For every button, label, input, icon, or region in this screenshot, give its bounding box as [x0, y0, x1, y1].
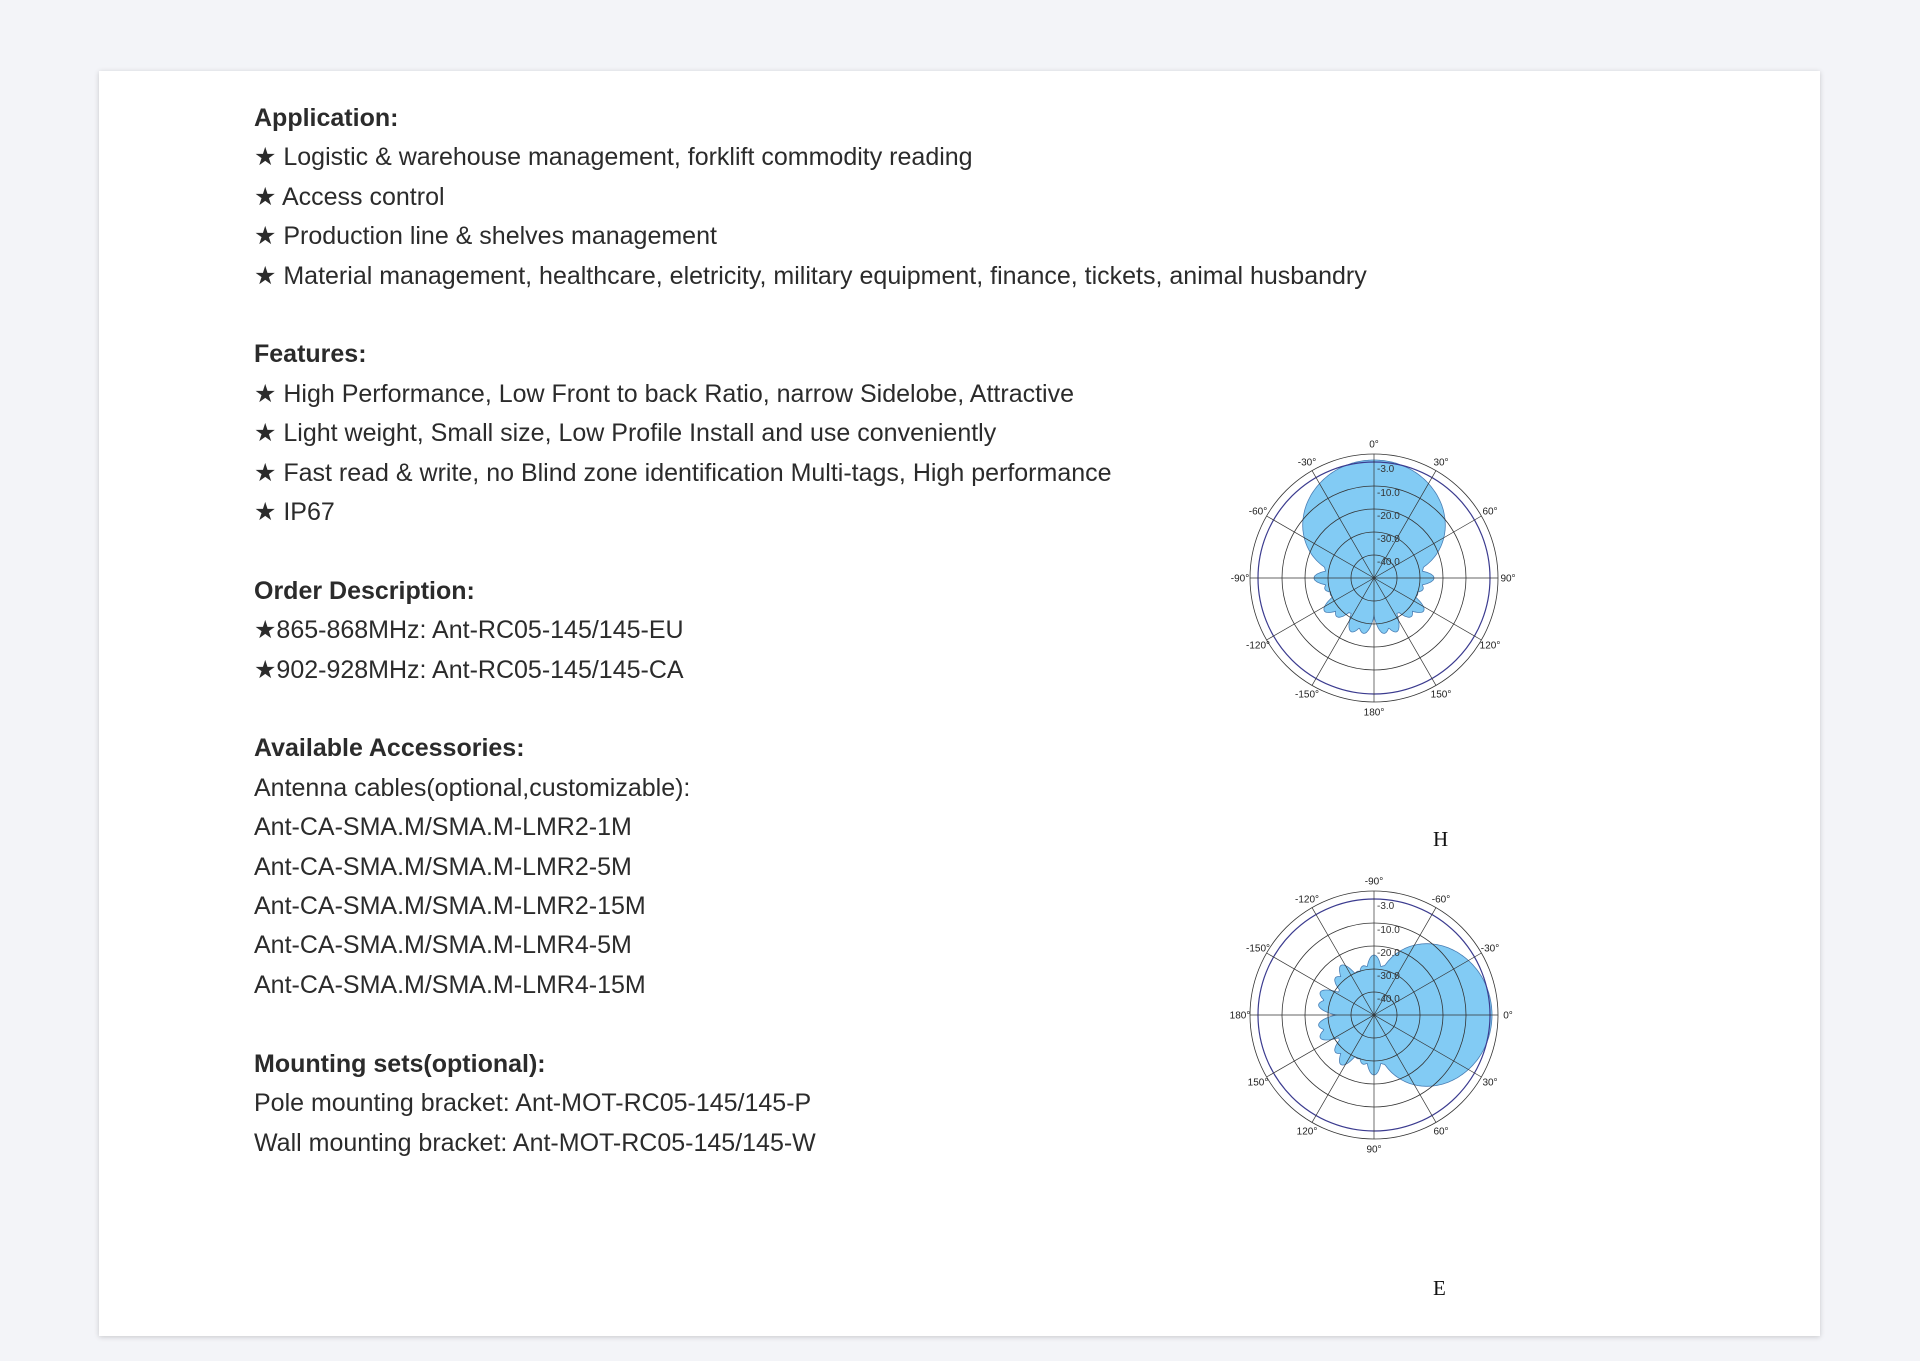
- h-plane-radiation-pattern: [1230, 438, 1516, 719]
- ring-db-label: -30.0: [1377, 971, 1400, 982]
- section-line: Antenna cables(optional,customizable):: [254, 773, 691, 802]
- section-line: ★865-868MHz: Ant-RC05-145/145-EU: [254, 616, 684, 645]
- angle-label: 30°: [1433, 457, 1449, 469]
- angle-label: -30°: [1480, 943, 1500, 955]
- angle-label: -120°: [1294, 894, 1320, 906]
- angle-label: 180°: [1229, 1010, 1251, 1022]
- section-line: ★ Fast read & write, no Blind zone identification Multi-tags, High performance: [254, 458, 1112, 487]
- section: [254, 572, 1354, 690]
- section-line: Pole mounting bracket: Ant-MOT-RC05-145/145-P: [254, 1089, 812, 1118]
- ring-db-label: -3.0: [1377, 901, 1395, 912]
- spec-text: [254, 99, 1367, 1202]
- angle-label: -90°: [1230, 573, 1250, 585]
- ring-db-label: -10.0: [1377, 488, 1400, 499]
- section-line: ★ Access control: [254, 182, 445, 211]
- angle-label: 90°: [1500, 573, 1516, 585]
- section-line: ★ Production line & shelves management: [254, 222, 717, 251]
- ring-db-label: -20.0: [1377, 511, 1400, 522]
- angle-label: -60°: [1248, 506, 1268, 518]
- angle-label: 150°: [1247, 1077, 1269, 1089]
- angle-label: 150°: [1430, 689, 1452, 701]
- section-line: Wall mounting bracket: Ant-MOT-RC05-145/145-W: [254, 1128, 816, 1157]
- angle-label: -120°: [1245, 640, 1271, 652]
- section-line: ★ IP67: [254, 498, 335, 527]
- section-heading: Order Description:: [254, 576, 475, 605]
- angle-label: -90°: [1364, 876, 1384, 888]
- angle-label: 0°: [1503, 1010, 1513, 1022]
- h-plane-polar-chart: [1230, 438, 1516, 719]
- e-plane-radiation-pattern: [1229, 875, 1514, 1156]
- e-plane-caption: E: [1433, 1276, 1446, 1300]
- section-line: Ant-CA-SMA.M/SMA.M-LMR2-15M: [254, 892, 646, 921]
- section-line: Ant-CA-SMA.M/SMA.M-LMR2-5M: [254, 852, 632, 881]
- section-line: ★ Light weight, Small size, Low Profile Install and use conveniently: [254, 419, 997, 448]
- document-card: [99, 71, 1820, 1336]
- section-line: ★ Material management, healthcare, eletricity, military equipment, finance, tickets, animal husbandry: [254, 261, 1367, 290]
- angle-label: -150°: [1245, 943, 1271, 955]
- section: [254, 99, 1367, 296]
- h-plane-caption: H: [1433, 827, 1449, 851]
- angle-label: -30°: [1297, 457, 1317, 469]
- angle-label: 180°: [1363, 707, 1385, 719]
- e-plane-polar-chart: [1229, 875, 1514, 1156]
- section-line: ★ High Performance, Low Front to back Ratio, narrow Sidelobe, Attractive: [254, 379, 1075, 408]
- ring-db-label: -20.0: [1377, 948, 1400, 959]
- section-heading: Mounting sets(optional):: [254, 1049, 546, 1078]
- section: [254, 335, 1354, 532]
- section: [254, 1045, 1354, 1163]
- angle-label: 120°: [1296, 1126, 1318, 1138]
- section-line: ★902-928MHz: Ant-RC05-145/145-CA: [254, 655, 684, 684]
- angle-label: -60°: [1431, 894, 1451, 906]
- ring-db-label: -40.0: [1377, 557, 1400, 568]
- angle-label: 90°: [1366, 1144, 1382, 1156]
- angle-label: 120°: [1479, 640, 1501, 652]
- angle-label: 60°: [1433, 1126, 1449, 1138]
- ring-db-label: -10.0: [1377, 925, 1400, 936]
- section-line: Ant-CA-SMA.M/SMA.M-LMR2-1M: [254, 813, 632, 842]
- angle-label: -150°: [1294, 689, 1320, 701]
- section-heading: Features:: [254, 340, 367, 369]
- section-heading: Application:: [254, 104, 399, 132]
- section-line: ★ Logistic & warehouse management, forklift commodity reading: [254, 143, 973, 172]
- ring-db-label: -3.0: [1377, 464, 1395, 475]
- angle-label: 30°: [1482, 1077, 1498, 1089]
- ring-db-label: -40.0: [1377, 994, 1400, 1005]
- angle-label: 0°: [1369, 439, 1379, 451]
- angle-label: 60°: [1482, 506, 1498, 518]
- section-line: Ant-CA-SMA.M/SMA.M-LMR4-5M: [254, 931, 632, 960]
- ring-db-label: -30.0: [1377, 534, 1400, 545]
- section: [254, 729, 1354, 1005]
- section-line: Ant-CA-SMA.M/SMA.M-LMR4-15M: [254, 970, 646, 999]
- section-heading: Available Accessories:: [254, 734, 525, 763]
